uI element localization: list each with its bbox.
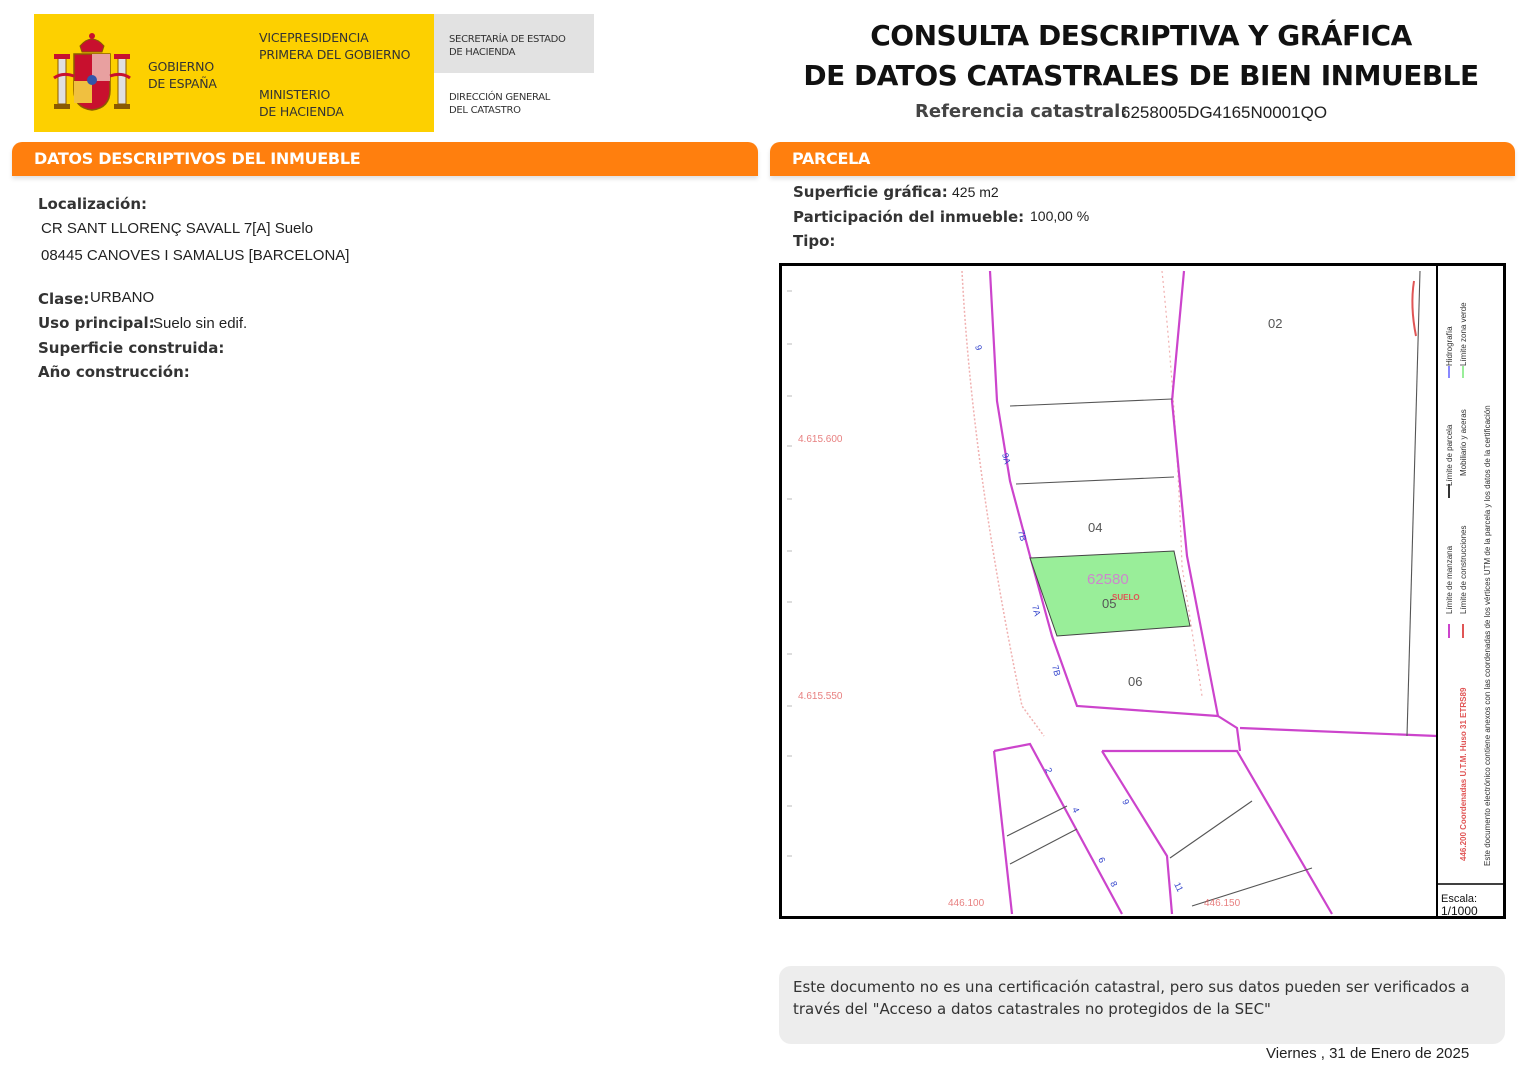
- street-number: 2: [1043, 766, 1055, 775]
- anio-construccion-label: Año construcción:: [38, 363, 190, 381]
- parcel-label-05: 05: [1102, 596, 1117, 611]
- document-date: Viernes , 31 de Enero de 2025: [1266, 1045, 1470, 1062]
- descriptive-section-header: DATOS DESCRIPTIVOS DEL INMUEBLE: [12, 142, 758, 176]
- street-number: 8: [1108, 879, 1120, 889]
- superficie-grafica-value: 425 m2: [952, 184, 999, 200]
- legend-hidrografia: Hidrografía: [1445, 326, 1454, 366]
- parcel-ref-label: 62580: [1087, 571, 1129, 588]
- min-line1: MINISTERIO: [259, 87, 331, 102]
- parcel-line: [1010, 829, 1077, 864]
- street-edge: [1162, 271, 1202, 696]
- map-drawing: [782, 266, 1503, 916]
- block-boundary: [990, 271, 1218, 716]
- legend-manzana: Límite de manzana: [1445, 545, 1454, 614]
- localizacion-label: Localización:: [38, 195, 148, 213]
- scale-label: Escala:: [1441, 893, 1478, 905]
- title-line2: DE DATOS CATASTRALES DE BIEN INMUEBLE: [803, 59, 1479, 92]
- legend-note: Este documento electrónico contiene anexos con las coordenadas de los vértices UTM de la parcela y los datos de la certificación: [1483, 405, 1492, 866]
- uso-value: Suelo sin edif.: [153, 315, 248, 332]
- block-boundary: [1102, 751, 1332, 914]
- secretaria-name: [449, 33, 566, 59]
- scale-value: 1/1000: [1441, 904, 1478, 916]
- coord-x2: 446.150: [1204, 898, 1241, 909]
- address-line1: CR SANT LLORENÇ SAVALL 7[A] Suelo: [41, 220, 314, 237]
- ministerio-name: [259, 86, 344, 120]
- parcel-line: [1407, 271, 1420, 736]
- ref-label: Referencia catastral:: [915, 101, 1128, 122]
- street-number: 9: [973, 343, 985, 352]
- parcel-label-04: 04: [1088, 520, 1103, 535]
- direccion-name: [449, 91, 550, 117]
- vicepresidencia-name: [259, 29, 410, 63]
- coord-y2: 4.615.550: [798, 691, 843, 702]
- participacion-value: 100,00 %: [1030, 208, 1090, 224]
- parcel-label-02: 02: [1268, 316, 1283, 331]
- tipo-label: Tipo:: [793, 232, 836, 250]
- dir-line2: DEL CATASTRO: [449, 105, 521, 116]
- legend-mobiliario: Mobiliario y aceras: [1459, 409, 1468, 476]
- dir-line1: DIRECCIÓN GENERAL: [449, 92, 551, 103]
- legend-parcela: Límite de parcela: [1445, 424, 1454, 486]
- sec-line1: SECRETARÍA DE ESTADO: [449, 34, 566, 45]
- participacion-label: Participación del inmueble:: [793, 208, 1025, 226]
- street-edge: [962, 271, 1044, 736]
- legend-construcciones: Límite de construcciones: [1459, 525, 1468, 614]
- street-number: 7B: [1050, 663, 1063, 678]
- street-number: 9A: [1000, 451, 1013, 466]
- gov-line1: GOBIERNO: [148, 59, 214, 74]
- highlighted-parcel: [1030, 551, 1190, 636]
- min-line2: DE HACIENDA: [259, 104, 344, 119]
- sec-line2: DE HACIENDA: [449, 47, 516, 58]
- street-number: 9: [1120, 797, 1132, 807]
- street-number: 11: [1172, 880, 1186, 894]
- gov-line2: DE ESPAÑA: [148, 76, 217, 91]
- coat-of-arms-icon: [50, 28, 134, 116]
- verification-note: Este documento no es una certificación catastral, pero sus datos pueden ser verificados a través del "Acceso a datos catastrales no protegidos de la SEC": [779, 966, 1505, 1044]
- street-number: 4: [1070, 805, 1082, 815]
- suelo-label: SUELO: [1112, 593, 1140, 602]
- legend-zona-verde: Límite zona verde: [1459, 302, 1468, 366]
- superficie-grafica-label: Superficie gráfica:: [793, 183, 948, 201]
- street-number: 7B: [1016, 528, 1029, 543]
- coord-y1: 4.615.600: [798, 434, 843, 445]
- parcel-label-06: 06: [1128, 674, 1143, 689]
- gov-name: [148, 58, 217, 92]
- parcela-section-header: PARCELA: [770, 142, 1515, 176]
- block-boundary: [1102, 751, 1172, 914]
- title-line1: CONSULTA DESCRIPTIVA Y GRÁFICA: [870, 19, 1412, 52]
- parcel-line: [1007, 806, 1067, 836]
- uso-label: Uso principal:: [38, 314, 155, 332]
- parcel-line: [1016, 477, 1174, 484]
- parcel-line: [1010, 399, 1172, 406]
- clase-value: URBANO: [90, 289, 155, 306]
- ref-value: 6258005DG4165N0001QO: [1121, 103, 1328, 122]
- parcel-line: [1170, 801, 1252, 858]
- block-boundary: [994, 744, 1122, 914]
- superficie-construida-label: Superficie construida:: [38, 339, 225, 357]
- vp-line2: PRIMERA DEL GOBIERNO: [259, 47, 411, 62]
- document-title: [780, 16, 1502, 96]
- clase-label: Clase:: [38, 290, 90, 308]
- street-number: 7A: [1030, 603, 1043, 618]
- legend-coords: 446.200 Coordenadas U.T.M. Huso 31 ETRS89: [1459, 687, 1468, 861]
- cadastral-map: [779, 263, 1506, 919]
- vp-line1: VICEPRESIDENCIA: [259, 30, 369, 45]
- north-arrow-icon: [1412, 281, 1416, 336]
- block-boundary: [994, 751, 1012, 914]
- street-number: 6: [1096, 855, 1108, 865]
- address-line2: 08445 CANOVES I SAMALUS [BARCELONA]: [41, 247, 350, 264]
- coord-x1: 446.100: [948, 898, 985, 909]
- block-boundary: [1218, 716, 1240, 751]
